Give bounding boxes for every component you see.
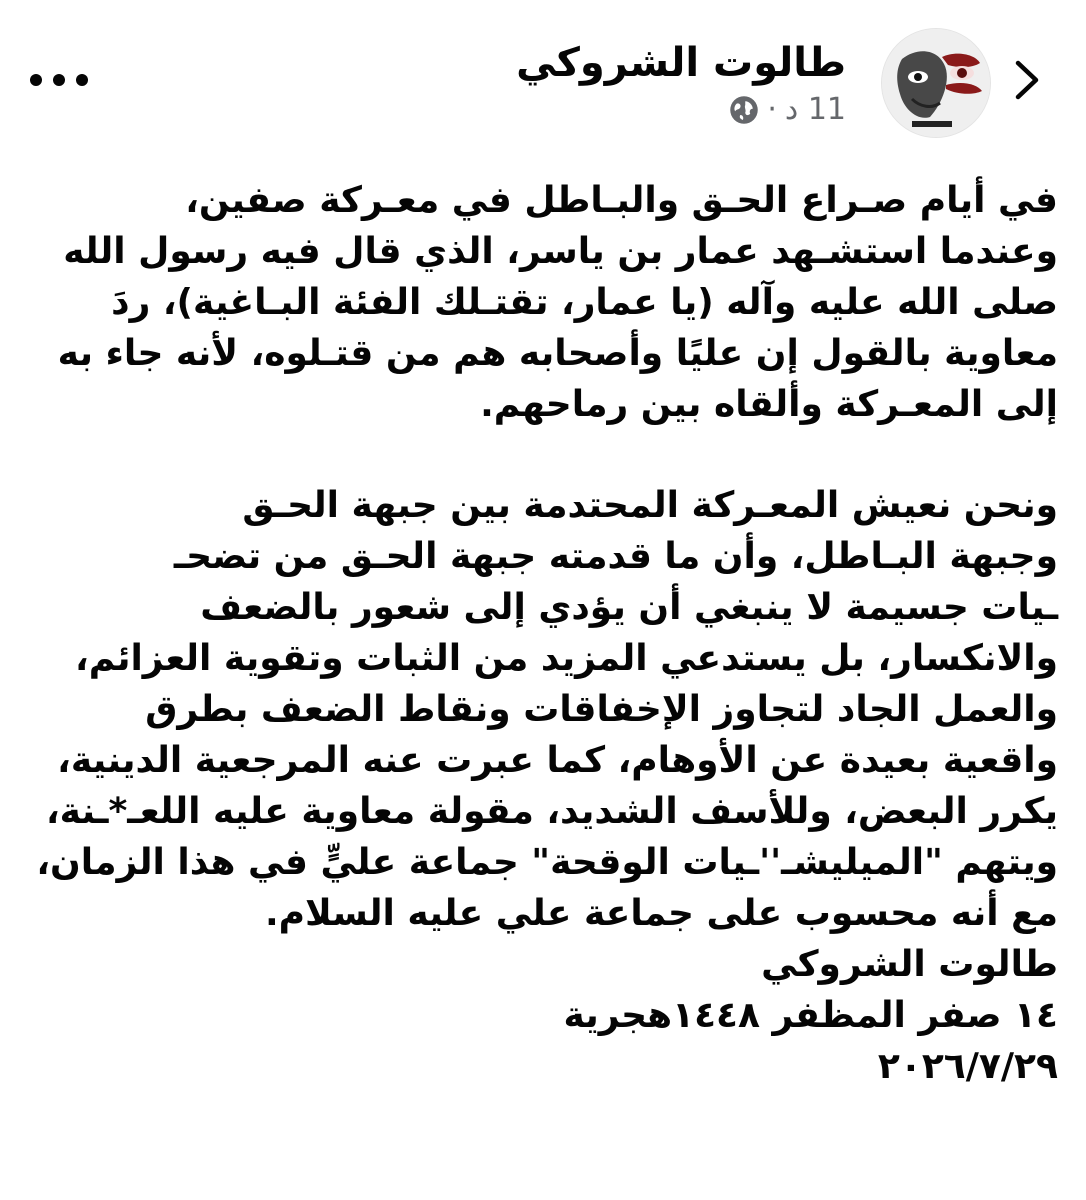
text-line: ـيات جسيمة لا ينبغي أن يؤدي إلى شعور بالضعف — [200, 587, 1058, 628]
text-line: ونحن نعيش المعـركة المحتدمة بين جبهة الحـق — [242, 485, 1058, 526]
post-text — [18, 175, 1058, 1092]
text-line: ويتهم "الميليشـ''ـيات الوقحة" جماعة عليٍّ في هذا الزمان، — [36, 842, 1058, 883]
text-line: في أيام صـراع الحـق والبـاطل في معـركة صفين، — [185, 180, 1058, 221]
text-line: والانكسار، بل يستدعي المزيد من الثبات وتقوية العزائم، — [75, 638, 1058, 679]
more-dot — [30, 74, 42, 86]
text-line: يكرر البعض، وللأسف الشديد، مقولة معاوية عليه اللعـ*ـنة، — [45, 791, 1058, 832]
gregorian-date: ٢٠٢٦/٧/٢٩ — [877, 1046, 1058, 1087]
more-options-button[interactable] — [30, 60, 88, 100]
post-time[interactable]: 11 د — [784, 92, 846, 127]
post-meta — [729, 92, 846, 127]
text-line: إلى المعـركة وألقاه بين رماحهم. — [480, 384, 1058, 425]
more-dot — [76, 74, 88, 86]
text-line: وعندما استشـهد عمار بن ياسر، الذي قال فيه رسول الله — [63, 231, 1058, 272]
post-paragraph-2 — [18, 480, 1058, 1092]
post-header — [0, 0, 1086, 150]
more-dot — [53, 74, 65, 86]
text-line: واقعية بعيدة عن الأوهام، كما عبرت عنه المرجعية الدينية، — [57, 740, 1058, 781]
author-avatar[interactable] — [881, 28, 991, 138]
meta-separator: · — [767, 92, 777, 127]
paragraph-gap — [18, 430, 1058, 480]
avatar-art-icon — [882, 29, 991, 138]
text-line: والعمل الجاد لتجاوز الإخفاقات ونقاط الضعف بطرق — [145, 689, 1058, 730]
globe-icon — [729, 95, 759, 125]
text-line: وجبهة البـاطل، وأن ما قدمته جبهة الحـق من تضحـ — [173, 536, 1058, 577]
hijri-date: ١٤ صفر المظفر ١٤٤٨هجرية — [563, 995, 1058, 1036]
signature-name: طالوت الشروكي — [761, 944, 1058, 985]
text-line: مع أنه محسوب على جماعة علي عليه السلام. — [264, 893, 1058, 934]
text-line: صلى الله عليه وآله (يا عمار، تقتـلك الفئة البـاغية)، ردَ — [111, 282, 1058, 323]
text-line: معاوية بالقول إن عليًا وأصحابه هم من قتـلوه، لأنه جاء به — [57, 333, 1058, 374]
chevron-right-icon[interactable] — [1008, 55, 1048, 105]
post-paragraph-1 — [18, 175, 1058, 430]
author-name[interactable]: طالوت الشروكي — [516, 40, 846, 86]
